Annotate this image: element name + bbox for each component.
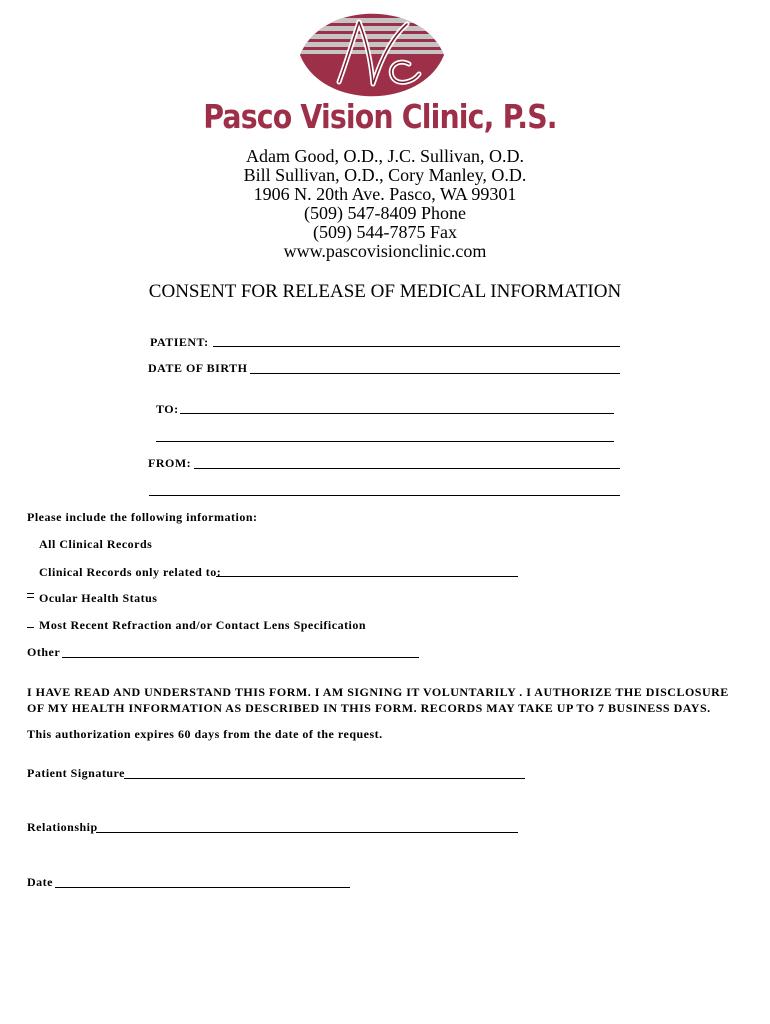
relationship-label: Relationship [27,820,98,834]
from-field-line-2[interactable] [149,495,620,496]
to-field[interactable] [180,413,614,414]
include-heading: Please include the following information: [27,510,258,524]
to-label: TO: [156,402,179,416]
option-ocular-health[interactable]: Ocular Health Status [39,591,158,605]
from-field[interactable] [194,468,620,469]
signature-label: Patient Signature [27,766,125,780]
clinic-name: Pasco Vision Clinic, P.S. [203,97,557,136]
date-field[interactable] [55,887,350,888]
clinic-logo [297,12,447,98]
ocular-health-checkbox[interactable] [27,589,34,598]
doctors-line-2: Bill Sullivan, O.D., Cory Manley, O.D. [243,165,527,185]
patient-field[interactable] [213,346,620,347]
other-field[interactable] [62,657,419,658]
expiry-statement: This authorization expires 60 days from the date of the request. [27,727,383,741]
clinic-address: 1906 N. 20th Ave. Pasco, WA 99301 [253,184,517,204]
authorization-statement: I HAVE READ AND UNDERSTAND THIS FORM. I AM SIGNING IT VOLUNTARILY . I AUTHORIZE THE DISCLOSURE OF MY HEALTH INFORMATION AS DESCRIBED IN THIS FORM. RECORDS MAY TAKE UP TO 7 BUSINESS DAYS. [27,685,729,715]
option-all-records[interactable]: All Clinical Records [39,537,153,551]
from-label: FROM: [148,456,192,470]
relationship-field[interactable] [96,832,518,833]
to-field-line-2[interactable] [156,441,614,442]
option-related-records[interactable]: Clinical Records only related to: [39,565,222,579]
clinic-website[interactable]: www.pascovisionclinic.com [283,241,487,261]
dob-field[interactable] [250,373,620,374]
patient-label: PATIENT: [150,335,209,349]
related-records-field[interactable] [216,576,518,577]
option-refraction[interactable]: Most Recent Refraction and/or Contact Lens Specification [39,618,367,632]
refraction-checkbox[interactable] [27,619,34,628]
clinic-fax: (509) 544-7875 Fax [313,222,457,242]
form-title: CONSENT FOR RELEASE OF MEDICAL INFORMATION [148,281,622,302]
doctors-line-1: Adam Good, O.D., J.C. Sullivan, O.D. [246,146,524,166]
clinic-phone: (509) 547-8409 Phone [304,203,466,223]
date-label: Date [27,875,53,889]
dob-label: DATE OF BIRTH [148,361,248,375]
option-other[interactable]: Other [27,645,61,659]
signature-field[interactable] [124,778,525,779]
